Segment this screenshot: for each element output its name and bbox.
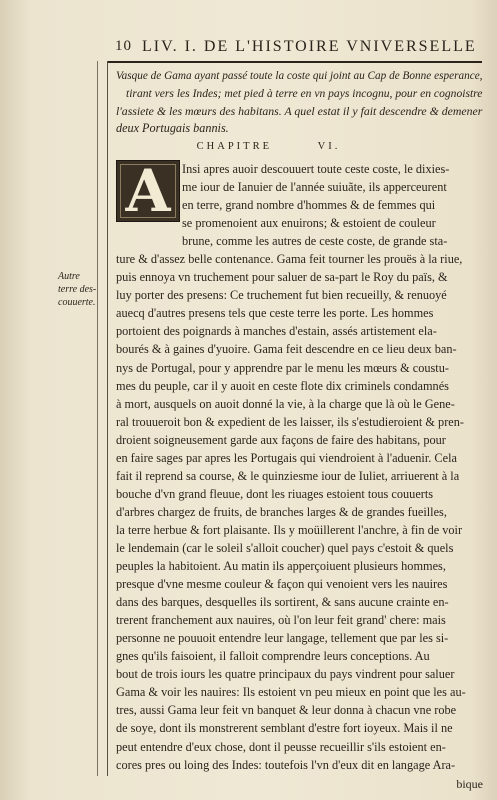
body-line: me iour de Ianuier de l'année suiuãte, ils apperceurent	[182, 180, 447, 195]
body-text	[116, 160, 484, 774]
summary-line: l'assiete & les mœurs des habitans. A quel estat il y fait descendre & demener	[116, 103, 483, 118]
header-rule	[108, 61, 482, 63]
body-line: d'arbres chargez de fruits, de branches larges & de grandes fueilles,	[116, 504, 447, 519]
summary-line: Vasque de Gama ayant passé toute la coste qui joint au Cap de Bonne esperance,	[116, 70, 483, 82]
body-line: auecq d'autres presens tels que ceste terre les porte. Les hommes	[116, 306, 434, 321]
margin-rule-outer	[97, 61, 98, 776]
body-line: luy porter des presens: Ce truchement fut bien recueilly, & renuoyé	[116, 288, 447, 303]
summary-line: deux Portugais bannis.	[116, 120, 229, 135]
margin-note-line: terre des-	[58, 284, 97, 295]
body-line: brune, comme les autres de ceste coste, de grande sta-	[182, 234, 448, 249]
body-line: nys de Portugal, pour y apprendre par le menu les mœurs & coustu-	[116, 360, 449, 375]
page-header	[0, 38, 497, 62]
body-line: tres, aussi Gama leur feit vn banquet & leur donna à chacun vne robe	[116, 703, 457, 718]
body-line: bout de trois iours les quatre principaux du pays vindrent pour saluer	[116, 667, 455, 682]
body-line: ral trouueroit bon & expedient de les laisser, ils s'estudieroient & pren-	[116, 414, 464, 429]
body-line: fait il reprend sa course, & le quinziesme iour de Iuliet, arriuerent à la	[116, 468, 460, 483]
page-number: 10	[115, 38, 132, 54]
chapter-word: CHAPITRE	[196, 141, 272, 152]
body-line: Insi apres auoir descouuert toute ceste coste, le dixies-	[182, 162, 450, 176]
body-line: en faire sages par apres les Portugais qui viendroient à l'aduenir. Cela	[116, 450, 457, 465]
body-line: presque d'vne mesme couleur & façon qui venoient vers les nauires	[116, 577, 448, 592]
body-line: peuples la habitoient. Au matin ils apperçoiuent plusieurs hommes,	[116, 559, 446, 574]
body-line: bouche d'vn grand fleuue, dont les riuages estoient tous couuerts	[116, 486, 434, 501]
running-title: LIV. I. DE L'HISTOIRE VNIVERSELLE	[142, 38, 477, 55]
chapter-number: VI.	[317, 141, 341, 152]
body-line: le lendemain (car le soleil s'alloit coucher) quel pays c'estoit & quels	[116, 540, 454, 555]
summary-line: tirant vers les Indes; met pied à terre en vn pays incognu, pour en cognoistre	[126, 87, 483, 101]
body-line: Gama & voir les nauires: Ils estoient vn peu mieux en point que les au-	[116, 685, 466, 700]
body-line: portoient des poignards à manches d'estain, assés artistement ela-	[116, 324, 437, 339]
body-line: gnes qu'ils faisoient, il falloit comprendre leurs conceptions. Au	[116, 649, 430, 664]
margin-note-line: couuerte.	[58, 297, 96, 308]
body-line: en terre, grand nombre d'hommes & de femmes qui	[182, 198, 436, 213]
body-line: de soye, dont ils monstrerent semblant d'estre fort ioyeux. Mais il ne	[116, 721, 453, 736]
body-line: ture & d'assez belle contenance. Gama feit tourner les prouës à la riue,	[116, 252, 463, 267]
body-line: se promenoient aux enuirons; & estoient de couleur	[182, 216, 436, 231]
body-line: à mort, ausquels on auoit donné la vie, à la charge que là où le Gene-	[116, 396, 455, 411]
body-line: cores pres ou loing des Indes: toutefois l'vn d'eux dit en langage Ara-	[116, 757, 456, 772]
body-line: bourés & à gaines d'yuoire. Gama feit descendre en ce lieu deux ban-	[116, 342, 457, 357]
margin-rule-inner	[107, 61, 108, 776]
chapter-summary	[116, 68, 484, 137]
body-line: puis ennoya vn truchement pour saluer de sa-part le Roy du païs, &	[116, 270, 448, 285]
catchword: bique	[456, 777, 483, 791]
body-line: peut entendre d'eux chose, dont il peusse recueillir s'ils estoient en-	[116, 739, 446, 754]
chapter-heading	[0, 141, 497, 152]
body-line: mes du peuple, car il y auoit en ceste flote dix criminels condamnés	[116, 378, 449, 393]
body-line: dans des barques, desquelles ils sortirent, & sans aucune crainte en-	[116, 595, 449, 610]
margin-note	[58, 270, 100, 309]
body-line: personne ne pouuoit entendre leur langage, tellement que par les si-	[116, 631, 449, 646]
body-line: droient soigneusement garde aux façons de faire des habitans, pour	[116, 432, 446, 447]
margin-note-line: Autre	[58, 271, 80, 282]
body-line: la terre herbue & fort plaisante. Ils y moüillerent l'anchre, à fin de voir	[116, 522, 463, 537]
body-line: trerent franchement aux nauires, où l'on leur feit grand' chere: mais	[116, 613, 446, 628]
initial-letter: A	[125, 157, 171, 225]
